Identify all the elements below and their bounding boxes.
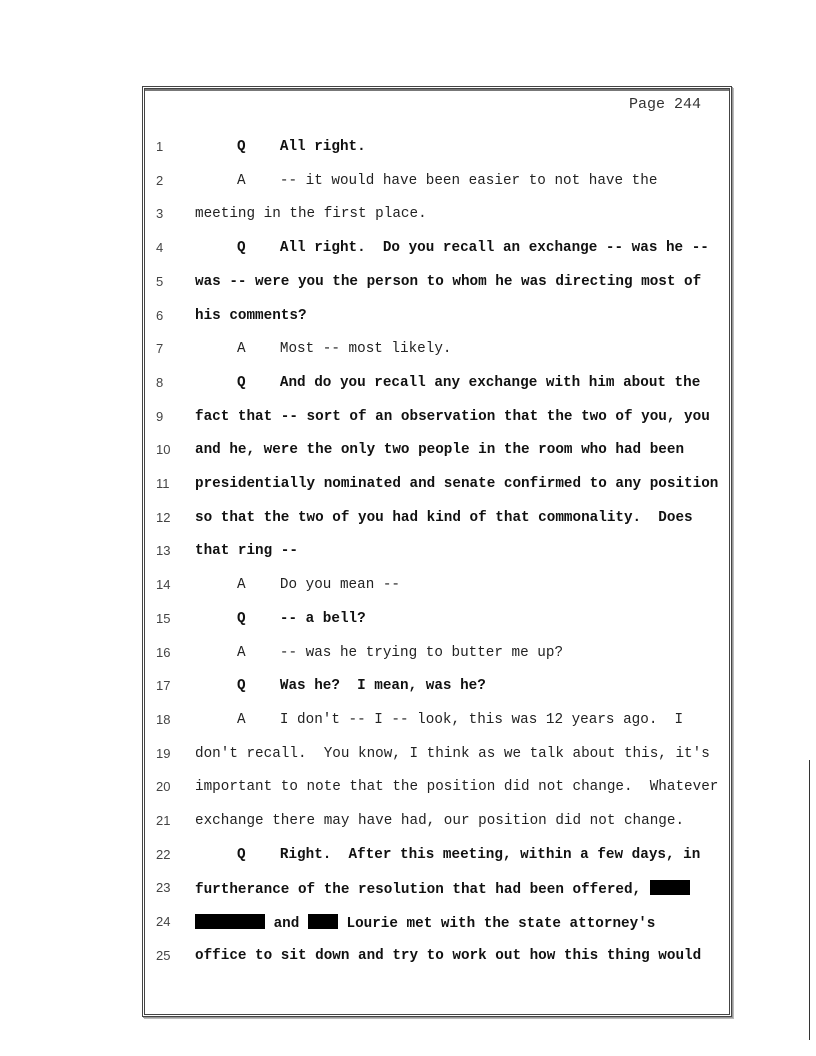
line-number: 23 [156, 880, 171, 896]
line-number: 2 [156, 172, 164, 188]
text-segment: important to note that the position did not change. Whatever [195, 779, 719, 796]
text-segment: A -- it would have been easier to not have the [237, 172, 658, 189]
text-segment: don't recall. You know, I think as we talk about this, it's [195, 745, 710, 762]
text-segment: Q Was he? I mean, was he? [237, 678, 486, 695]
line-text [195, 510, 693, 526]
text-segment: Q Right. After this meeting, within a few days, in [237, 846, 701, 863]
text-segment: office to sit down and try to work out how this thing would [195, 947, 702, 964]
text-segment: A Do you mean -- [237, 577, 401, 594]
line-number: 11 [156, 476, 170, 491]
line-text [237, 678, 486, 694]
transcript-page [142, 86, 732, 1017]
line-text [195, 442, 684, 458]
line-text [237, 611, 366, 627]
line-number: 22 [156, 846, 171, 862]
line-number: 9 [156, 408, 164, 424]
line-number: 18 [156, 711, 171, 727]
line-number: 5 [156, 273, 164, 289]
text-segment: and he, were the only two people in the room who had been [195, 442, 685, 459]
line-text [195, 409, 710, 425]
line-text [237, 847, 700, 863]
text-segment: fact that -- sort of an observation that the two of you, you [195, 408, 710, 425]
line-text [195, 914, 655, 932]
text-segment: Q All right. [237, 139, 366, 155]
line-number: 24 [156, 914, 171, 930]
line-text [195, 813, 684, 829]
text-segment: A I don't -- I -- look, this was 12 years ago. I [237, 711, 684, 728]
line-number: 6 [156, 307, 164, 323]
redaction-block [195, 914, 265, 929]
line-text [237, 375, 700, 391]
line-number: 3 [156, 206, 164, 222]
line-number: 7 [156, 341, 164, 357]
line-text [195, 746, 710, 762]
line-number: 17 [156, 678, 171, 694]
line-number: 13 [156, 543, 171, 559]
text-segment: exchange there may have had, our position did not change. [195, 813, 685, 829]
text-segment: A Most -- most likely. [237, 341, 452, 358]
text-segment: and [265, 916, 308, 933]
text-segment: Q -- a bell? [237, 610, 366, 627]
text-segment: was -- were you the person to whom he was directing most of [195, 273, 702, 290]
text-segment: Lourie met with the state attorney's [337, 916, 656, 933]
line-text [195, 880, 690, 898]
line-number: 21 [156, 813, 171, 828]
line-text [195, 308, 307, 324]
text-segment: so that the two of you had kind of that commonality. Does [195, 509, 693, 526]
line-text [237, 240, 709, 256]
page-number: Page 244 [628, 96, 701, 113]
line-number: 19 [156, 745, 171, 761]
line-text [237, 341, 452, 357]
text-segment: presidentially nominated and senate confirmed to any position [195, 476, 719, 492]
line-text [195, 779, 718, 795]
line-number: 20 [156, 779, 171, 795]
line-text [237, 577, 400, 593]
line-number: 4 [156, 240, 164, 256]
line-text [195, 206, 427, 222]
text-segment: Q All right. Do you recall an exchange -- was he -- [237, 240, 709, 257]
line-text [237, 712, 683, 728]
text-segment: Q And do you recall any exchange with him about the [237, 374, 701, 391]
text-segment: his comments? [195, 307, 307, 324]
line-text [195, 948, 701, 964]
line-number: 12 [156, 509, 171, 525]
line-text [195, 543, 298, 559]
line-number: 1 [156, 139, 164, 154]
line-text [195, 274, 701, 290]
line-text [195, 476, 718, 492]
text-segment: meeting in the first place. [195, 206, 427, 223]
line-text [237, 645, 563, 661]
redaction-block [650, 880, 690, 895]
line-number: 25 [156, 947, 171, 963]
line-text [237, 139, 366, 155]
margin-line [809, 760, 810, 1040]
line-text [237, 173, 657, 189]
line-number: 10 [156, 442, 171, 458]
line-number: 15 [156, 610, 171, 626]
line-number: 16 [156, 644, 171, 660]
text-segment: A -- was he trying to butter me up? [237, 644, 564, 661]
text-segment: that ring -- [195, 543, 298, 560]
line-number: 8 [156, 374, 164, 390]
line-number: 14 [156, 577, 171, 593]
text-segment: furtherance of the resolution that had been offered, [195, 882, 650, 899]
redaction-block [308, 914, 338, 929]
